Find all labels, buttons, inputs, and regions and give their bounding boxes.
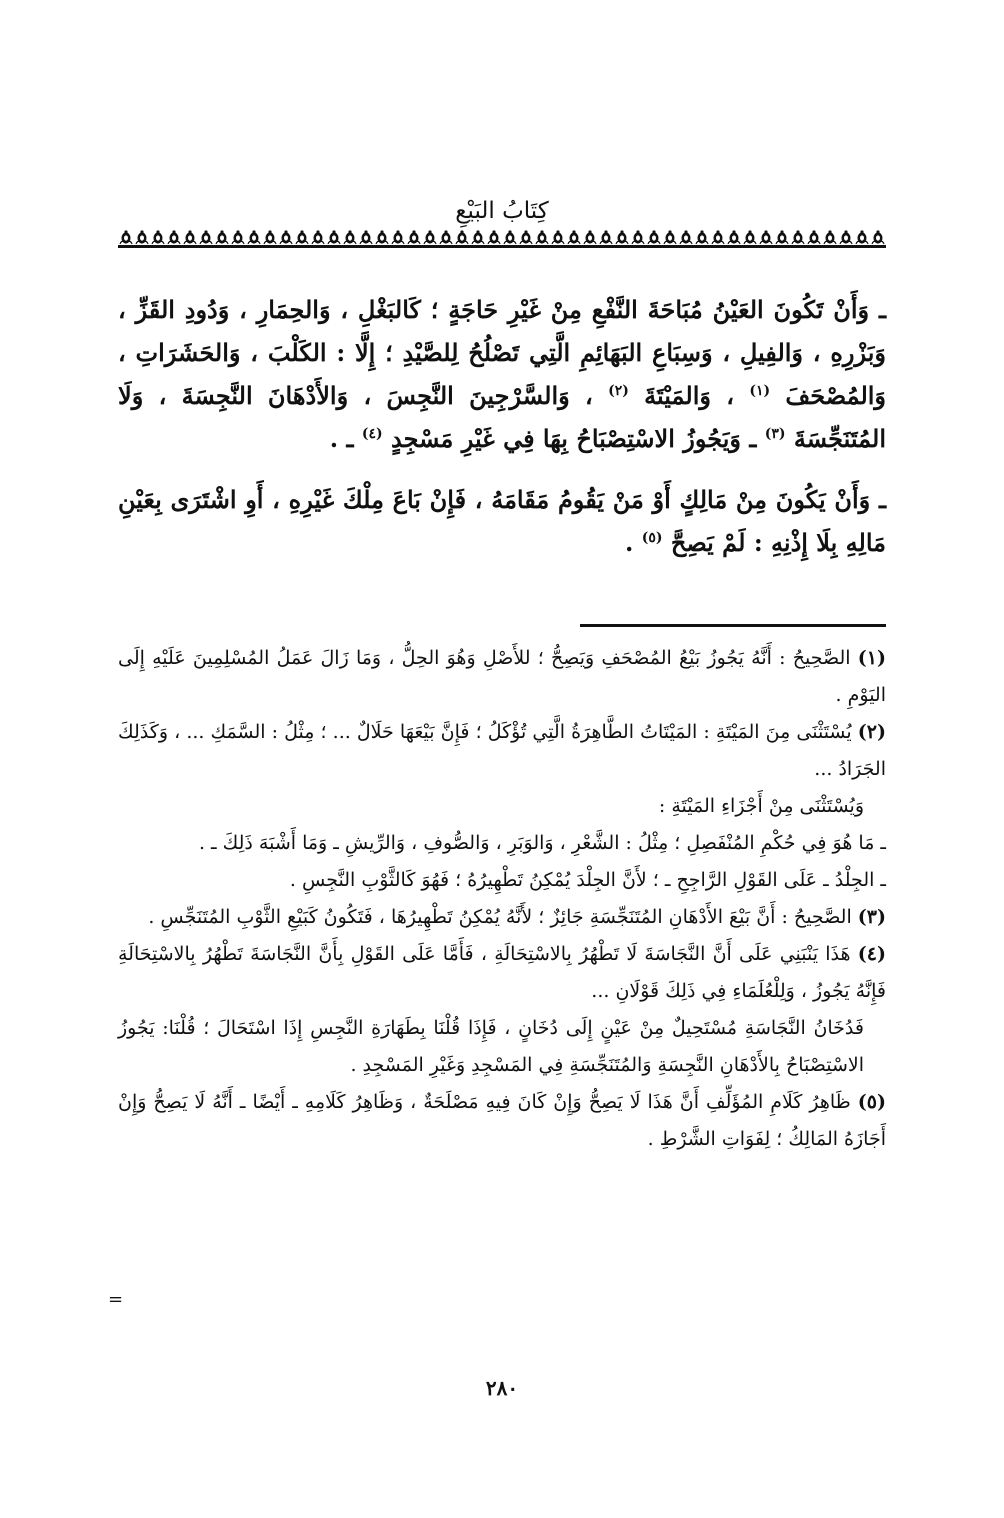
footnote-3 — [118, 899, 886, 936]
footnote-1 — [118, 640, 886, 714]
footnote-text: ظَاهِرُ كَلَامِ المُؤَلِّفِ أَنَّ هَذَا لَا يَصِحُّ وَإِنْ كَانَ فِيهِ مَصْلَحَةٌ ، وَظَاهِرُ كَلَامِهِ ـ أَيْضًا ـ أَنَّهُ لَا يَصِحُّ وَإِنْ أَجَازَهُ المَالِكُ ؛ لِفَوَاتِ الشَّرْطِ . — [118, 1091, 886, 1150]
footnote-ref-4[interactable]: (٤) — [361, 426, 383, 442]
main-text-segment: . — [624, 528, 634, 557]
footnote-ref-3[interactable]: (٣) — [764, 426, 786, 442]
ornament-graphic — [118, 230, 886, 250]
footnote-ref-5[interactable]: (٥) — [641, 530, 663, 546]
footnote-2-line: وَيُسْتَثْنَى مِنْ أَجْزَاءِ المَيْتَةِ : — [658, 795, 864, 817]
main-paragraph-condition-benefit — [118, 288, 886, 460]
footnote-text: هَذَا يَنْبَنِي عَلَى أَنَّ النَّجَاسَةَ لَا تَطْهُرُ بِالاسْتِحَالَةِ ، فَأَمَّا عَلَى القَوْلِ بِأَنَّ النَّجَاسَةَ تَطْهُرُ بِالاسْتِحَالَةِ فَإِنَّهُ يَجُوزُ ، وَلِلْعُلَمَاءِ فِي ذَلِكَ قَوْلَانِ ... — [118, 943, 886, 1002]
footnote-5 — [118, 1084, 886, 1158]
main-paragraph-condition-owner — [118, 478, 886, 564]
footnote-number: (٤) — [857, 943, 886, 965]
main-text-segment: ، وَالسَّرْجِينَ النَّجِسَ ، وَالأَدْهَانَ النَّجِسَةَ ، وَلَا المُتَنَجِّسَةَ — [118, 381, 886, 453]
main-text — [118, 288, 886, 582]
main-text-segment: ـ وَأَنْ يَكُونَ مِنْ مَالِكٍ أَوْ مَنْ يَقُومُ مَقَامَهُ ، فَإِنْ بَاعَ مِلْكَ غَيْرِهِ ، أَوِ اشْتَرَى بِعَيْنِ مَالِهِ بِلَا إِذْنِهِ : لَمْ يَصِحَّ — [118, 485, 886, 557]
footnote-number: (٥) — [857, 1091, 886, 1113]
footnote-number: (٢) — [857, 721, 886, 743]
footnote-number: (١) — [857, 647, 886, 669]
page-number: ٢٨٠ — [485, 1376, 519, 1400]
footnote-text: الصَّحِيحُ : أَنَّهُ يَجُوزُ بَيْعُ المُصْحَفِ وَيَصِحُّ ؛ للأَصْلِ وَهُوَ الحِلُّ ، وَمَا زَالَ عَمَلُ المُسْلِمِينَ عَلَيْهِ إِلَى اليَوْمِ . — [118, 647, 886, 706]
footnote-text: الصَّحِيحُ : أَنَّ بَيْعَ الأَدْهَانِ المُتَنَجِّسَةِ جَائِزٌ ؛ لأَنَّهُ يُمْكِنُ تَطْهِيرُهَا ، فَتَكُونُ كَبَيْعِ الثَّوْبِ المُتَنَجِّسِ . — [148, 906, 852, 928]
footnote-2-line: ـ مَا هُوَ فِي حُكْمِ المُنْفَصِلِ ؛ مِثْلُ : الشَّعْرِ ، وَالوَبَرِ ، وَالصُّوفِ ، وَالرِّيشِ ـ وَمَا أَشْبَهَ ذَلِكَ ـ . — [198, 832, 886, 854]
floral-border-icon — [118, 230, 886, 250]
footnote-4 — [118, 936, 886, 1010]
footnote-2 — [118, 714, 886, 788]
footnote-ref-2[interactable]: (٢) — [608, 383, 629, 399]
main-text-segment: ـ وَأَنْ تَكُونَ العَيْنُ مُبَاحَةَ النَّفْعِ مِنْ غَيْرِ حَاجَةٍ ؛ كَالبَغْلِ ، وَالحِمَارِ ، وَدُودِ القَزِّ ، وَبَزْرِهِ ، وَالفِيلِ ، وَسِبَاعِ البَهَائِمِ الَّتِي تَصْلُحُ لِلصَّيْدِ ؛ إِلَّا : الكَلْبَ ، وَالحَشَرَاتِ ، وَالمُصْحَفَ — [118, 295, 887, 410]
continuation-mark: = — [108, 1289, 124, 1310]
main-text-segment: ـ وَيَجُوزُ الاسْتِصْبَاحُ بِهَا فِي غَيْرِ مَسْجِدٍ — [390, 424, 757, 453]
footnote-text: يُسْتَثْنَى مِنَ المَيْتَةِ : المَيْتَاتُ الطَّاهِرَةُ الَّتِي تُؤْكَلُ ؛ فَإِنَّ بَيْعَهَا حَلَالٌ ... ؛ مِثْلُ : السَّمَكِ ... ، وَكَذَلِكَ الجَرَادُ ... — [118, 721, 886, 780]
footnote-number: (٣) — [857, 906, 886, 928]
main-text-segment: ـ . — [329, 424, 354, 453]
footnotes — [118, 640, 886, 1158]
main-text-segment: ، وَالمَيْتَةَ — [644, 381, 735, 410]
footnote-4-line: فَدُخَانُ النَّجَاسَةِ مُسْتَحِيلٌ مِنْ عَيْنٍ إِلَى دُخَانٍ ، فَإِذَا قُلْنَا بِطَهَارَةِ النَّجِسِ إِذَا اسْتَحَالَ ؛ قُلْنَا: يَجُوزُ الاسْتِصْبَاحُ بِالأَدْهَانِ النَّجِسَةِ وَالمُتَنَجِّسَةِ فِي المَسْجِدِ وَغَيْرِ المَسْجِدِ . — [118, 1017, 864, 1076]
footnote-separator — [580, 624, 886, 627]
footnote-ref-1[interactable]: (١) — [749, 383, 771, 399]
running-title: كِتَابُ البَيْعِ — [455, 198, 549, 224]
footnote-2-line: ـ الجِلْدُ ـ عَلَى القَوْلِ الرَّاجِحِ ـ ؛ لأَنَّ الجِلْدَ يُمْكِنُ تَطْهِيرُهُ ؛ فَهُوَ كَالثَّوْبِ النَّجِسِ . — [289, 869, 886, 891]
